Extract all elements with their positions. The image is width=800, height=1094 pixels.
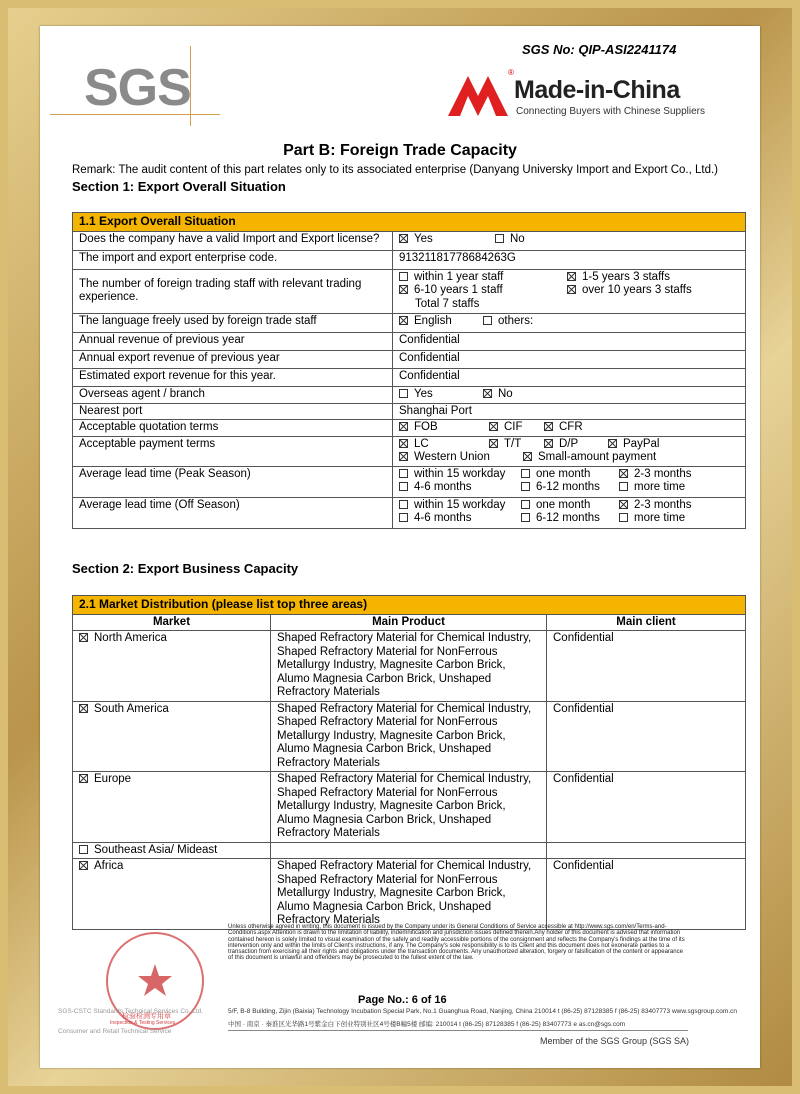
market-product: Shaped Refractory Material for Chemical Industry, Shaped Refractory Material for NonFerrous Metallurgy Industry, Magnesite Carbon Brick, Alumo Magnesia Carbon Brick, Unshaped Refractory Materials <box>271 772 547 843</box>
payment-dp: D/P <box>559 437 579 450</box>
language-others: others: <box>498 314 534 327</box>
export-revenue-answer: Confidential <box>393 350 746 368</box>
table-header-row <box>73 614 746 631</box>
checkbox-checked-icon <box>544 422 553 431</box>
column-client: Main client <box>547 614 746 631</box>
stamp-text-cn: 检验检测专用章 <box>122 1013 171 1020</box>
off-option-6: more time <box>634 512 686 524</box>
stamp-company: SGS-CSTC Standards Technical Services Co.,Ltd. <box>58 1008 204 1015</box>
registered-mark: ® <box>508 68 514 77</box>
table-row <box>73 701 746 772</box>
table-row <box>73 386 746 403</box>
checkbox-checked-icon <box>399 316 408 325</box>
stamp-service: Consumer and Retail Technical Service <box>58 1028 172 1035</box>
market-name: Africa <box>94 860 124 872</box>
license-no: No <box>510 232 525 245</box>
checkbox-checked-icon <box>79 704 88 713</box>
checkbox-checked-icon <box>399 439 408 448</box>
off-option-5: 6-12 months <box>536 512 600 524</box>
payment-western-union: Western Union <box>414 451 490 463</box>
agent-yes: Yes <box>414 387 433 400</box>
peak-option-3: 2-3 months <box>634 467 692 480</box>
table-row <box>73 631 746 702</box>
table-header: 1.1 Export Overall Situation <box>73 213 746 232</box>
table-row <box>73 859 746 930</box>
checkbox-checked-icon <box>483 389 492 398</box>
code-answer: 91321181778684263G <box>393 250 746 269</box>
revenue-question: Annual revenue of previous year <box>73 332 393 350</box>
checkbox-checked-icon <box>489 439 498 448</box>
checkbox-empty-icon <box>521 500 530 509</box>
license-yes: Yes <box>414 232 433 245</box>
checkbox-empty-icon <box>79 845 88 854</box>
checkbox-empty-icon <box>521 513 530 522</box>
peak-option-5: 6-12 months <box>536 481 600 493</box>
checkbox-checked-icon <box>399 422 408 431</box>
export-overall-table <box>72 212 746 529</box>
quotation-cif: CIF <box>504 421 523 433</box>
document-page <box>40 26 760 1068</box>
payment-lc: LC <box>414 437 429 450</box>
checkbox-empty-icon <box>399 389 408 398</box>
checkbox-empty-icon <box>399 272 408 281</box>
export-revenue-question: Annual export revenue of previous year <box>73 350 393 368</box>
market-product: Shaped Refractory Material for Chemical Industry, Shaped Refractory Material for NonFerrous Metallurgy Industry, Magnesite Carbon Brick, Alumo Magnesia Carbon Brick, Unshaped Refractory Materials <box>271 631 547 702</box>
table-row <box>73 350 746 368</box>
market-client: Confidential <box>547 859 746 930</box>
checkbox-empty-icon <box>619 482 628 491</box>
off-option-1: within 15 workday <box>414 498 506 511</box>
market-name: Southeast Asia/ Mideast <box>94 843 218 856</box>
member-text: Member of the SGS Group (SGS SA) <box>540 1036 690 1046</box>
checkbox-checked-icon <box>399 234 408 243</box>
stamp-text-en: Inspection & Testing Services <box>110 1020 176 1026</box>
section2-title: Section 2: Export Business Capacity <box>72 561 299 576</box>
checkbox-empty-icon <box>521 482 530 491</box>
market-client: Confidential <box>547 772 746 843</box>
sgs-logo: SGS <box>84 59 191 117</box>
checkbox-checked-icon <box>619 469 628 478</box>
port-answer: Shanghai Port <box>393 403 746 420</box>
table-row <box>73 436 746 466</box>
checkbox-checked-icon <box>79 774 88 783</box>
table-row <box>73 269 746 313</box>
table-header: 2.1 Market Distribution (please list top three areas) <box>73 596 746 615</box>
column-product: Main Product <box>271 614 547 631</box>
checkbox-empty-icon <box>483 316 492 325</box>
staff-total: Total 7 staffs <box>415 297 480 310</box>
market-client <box>547 842 746 859</box>
peak-option-2: one month <box>536 467 591 480</box>
table-row <box>73 231 746 250</box>
table-row <box>73 403 746 420</box>
table-row <box>73 466 746 497</box>
peak-option-6: more time <box>634 481 686 493</box>
off-option-4: 4-6 months <box>414 512 472 524</box>
checkbox-checked-icon <box>489 422 498 431</box>
checkbox-empty-icon <box>399 513 408 522</box>
sgs-number: SGS No: QIP-ASI2241174 <box>522 42 677 57</box>
estimated-revenue-answer: Confidential <box>393 368 746 386</box>
made-in-china-tagline: Connecting Buyers with Chinese Suppliers <box>516 106 705 117</box>
checkbox-checked-icon <box>608 439 617 448</box>
market-product <box>271 842 547 859</box>
disclaimer: Unless otherwise agreed in writing, this document is issued by the Company under its General Conditions of Service accessible at http://www.sgs.com/en/Terms-and-Conditions.aspx Attention is drawn to the limitation of liability, indemnification and jurisdiction issues defined therein.Any holder of this document is advised that information contained hereon is solely limited to visual examination of the safely and readily accessible portions of the consignment and reflects the Company's findings at the time of its intervention only and within the limits of Client's instructions, if any. The Company's sole responsibility is to its Client and this document does not exonerate parties to a transaction from exercising all their rights and obligations under the transaction documents. Any unauthorized alteration, forgery or falsification of the content or appearance of this document is unlawful and offenders may be prosecuted to the fullest extent of the law. <box>228 924 685 962</box>
checkbox-checked-icon <box>567 285 576 294</box>
checkbox-checked-icon <box>79 633 88 642</box>
market-product: Shaped Refractory Material for Chemical Industry, Shaped Refractory Material for NonFerrous Metallurgy Industry, Magnesite Carbon Brick, Alumo Magnesia Carbon Brick, Unshaped Refractory Materials <box>271 859 547 930</box>
address-cn: 中国 · 南京 · 秦淮区光华路1号紫金白下创业特别社区4号楼B幢5楼 邮编: 210014 t (86-25) 87128385 f (86-25) 83407773 e as.cn@sgs.com <box>228 1021 626 1028</box>
code-question: The import and export enterprise code. <box>73 250 393 269</box>
payment-paypal: PayPal <box>623 437 660 450</box>
port-question: Nearest port <box>73 403 393 420</box>
staff-option-4: over 10 years 3 staffs <box>582 284 692 296</box>
estimated-revenue-question: Estimated export revenue for this year. <box>73 368 393 386</box>
checkbox-checked-icon <box>619 500 628 509</box>
license-question: Does the company have a valid Import and Export license? <box>73 231 393 250</box>
checkbox-checked-icon <box>523 452 532 461</box>
off-option-2: one month <box>536 498 591 511</box>
checkbox-checked-icon <box>544 439 553 448</box>
market-distribution-table <box>72 595 746 930</box>
checkbox-checked-icon <box>567 272 576 281</box>
table-row <box>73 772 746 843</box>
table-row <box>73 332 746 350</box>
column-market: Market <box>73 614 271 631</box>
peak-option-4: 4-6 months <box>414 481 472 493</box>
made-in-china-logo-icon <box>446 72 512 116</box>
language-english: English <box>414 314 452 327</box>
payment-tt: T/T <box>504 437 522 450</box>
page-number: Page No.: 6 of 16 <box>358 994 447 1006</box>
market-client: Confidential <box>547 631 746 702</box>
staff-option-2: 1-5 years 3 staffs <box>582 270 670 283</box>
market-product: Shaped Refractory Material for Chemical Industry, Shaped Refractory Material for NonFerrous Metallurgy Industry, Magnesite Carbon Brick, Alumo Magnesia Carbon Brick, Unshaped Refractory Materials <box>271 701 547 772</box>
checkbox-empty-icon <box>399 482 408 491</box>
checkbox-empty-icon <box>619 513 628 522</box>
made-in-china-name: Made-in-China <box>514 76 680 104</box>
quotation-cfr: CFR <box>559 421 583 433</box>
peak-option-1: within 15 workday <box>414 467 506 480</box>
section1-title: Section 1: Export Overall Situation <box>72 179 286 194</box>
checkbox-checked-icon <box>399 452 408 461</box>
table-row <box>73 368 746 386</box>
checkbox-empty-icon <box>521 469 530 478</box>
table-row <box>73 420 746 437</box>
staff-option-1: within 1 year staff <box>414 270 504 283</box>
quotation-question: Acceptable quotation terms <box>73 420 393 437</box>
table-row <box>73 497 746 528</box>
checkbox-empty-icon <box>495 234 504 243</box>
checkbox-empty-icon <box>399 500 408 509</box>
staff-option-3: 6-10 years 1 staff <box>414 284 503 296</box>
payment-small-amount: Small-amount payment <box>538 451 657 463</box>
quotation-fob: FOB <box>414 421 438 433</box>
table-row <box>73 842 746 859</box>
page-title: Part B: Foreign Trade Capacity <box>283 142 517 159</box>
off-lead-question: Average lead time (Off Season) <box>73 497 393 528</box>
revenue-answer: Confidential <box>393 332 746 350</box>
agent-no: No <box>498 387 513 400</box>
payment-question: Acceptable payment terms <box>73 436 393 466</box>
market-client: Confidential <box>547 701 746 772</box>
market-name: South America <box>94 702 169 715</box>
market-name: Europe <box>94 773 132 785</box>
off-option-3: 2-3 months <box>634 498 692 511</box>
remark: Remark: The audit content of this part relates only to its associated enterprise (Danyang Universky Import and Export Co., Ltd.) <box>72 164 719 176</box>
peak-lead-question: Average lead time (Peak Season) <box>73 466 393 497</box>
table-row <box>73 313 746 332</box>
agent-question: Overseas agent / branch <box>73 386 393 403</box>
checkbox-empty-icon <box>399 469 408 478</box>
market-name: North America <box>94 632 167 644</box>
language-question: The language freely used by foreign trade staff <box>73 313 393 332</box>
address-en: 5/F, B-8 Building, Zijin (Baixia) Technology Incubation Special Park, No.1 Guanghua Road, Nanjing, China 210014 t (86-25) 87128385 f (86-25) 83407773 www.sgsgroup.com.cn <box>228 1008 737 1015</box>
footer-divider <box>228 1030 688 1031</box>
staff-question: The number of foreign trading staff with relevant trading experience. <box>79 277 362 303</box>
checkbox-checked-icon <box>79 861 88 870</box>
checkbox-checked-icon <box>399 285 408 294</box>
table-row <box>73 250 746 269</box>
